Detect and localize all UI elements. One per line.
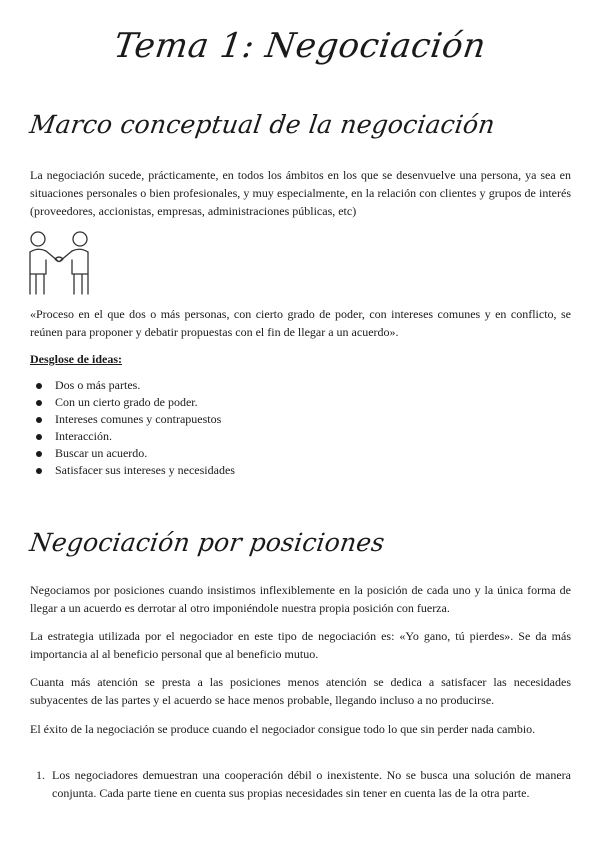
definition-quote: «Proceso en el que dos o más personas, con cierto grado de poder, con intereses comunes y en conflicto, se reúnen para proponer y debatir propuestas con el fin de llegar a un acuerdo». [30, 307, 571, 339]
list-item: Satisfacer sus intereses y necesidades [30, 462, 235, 479]
ideas-list [30, 377, 235, 479]
list-item: Buscar un acuerdo. [30, 445, 235, 462]
section-heading-posiciones: Negociación por posiciones [27, 528, 387, 557]
list-item: Con un cierto grado de poder. [30, 394, 235, 411]
ideas-heading: Desglose de ideas: [30, 352, 122, 366]
bullet-icon [36, 400, 42, 406]
bullet-icon [36, 468, 42, 474]
paragraph: Cuanta más atención se presta a las posiciones menos atención se dedica a satisfacer las necesidades subyacentes de las partes y el acuerdo se hace menos probable, llegando incluso a no producirse. [30, 675, 571, 707]
numbered-list-item [30, 766, 571, 802]
intro-paragraph: La negociación sucede, prácticamente, en todos los ámbitos en los que se desenvuelve una persona, ya sea en situaciones personales o bien profesionales, y muy especialmente, en la relación con clientes y grupos de interés (proveedores, accionistas, empresas, administraciones públicas, etc) [30, 168, 571, 218]
bullet-icon [36, 434, 42, 440]
paragraph: El éxito de la negociación se produce cuando el negociador consigue todo lo que sin perder nada cambio. [30, 722, 536, 736]
bullet-icon [36, 451, 42, 457]
bullet-icon [36, 417, 42, 423]
section-heading-marco: Marco conceptual de la negociación [27, 110, 497, 139]
paragraph: Negociamos por posiciones cuando insistimos inflexiblemente en la posición de cada uno y la única forma de llegar a un acuerdo es derrotar al otro imponiéndole nuestra propia posición con fuerza. [30, 583, 571, 615]
list-item: Intereses comunes y contrapuestos [30, 411, 235, 428]
list-item-text: Los negociadores demuestran una cooperación débil o inexistente. No se busca una solución de manera conjunta. Cada parte tiene en cuenta sus propias necesidades sin tener en cuenta las de la otra parte. [52, 768, 571, 800]
handshake-icon [24, 230, 94, 296]
page-title: Tema 1: Negociación [111, 26, 489, 66]
list-number: 1. [36, 768, 45, 782]
paragraph: La estrategia utilizada por el negociador en este tipo de negociación es: «Yo gano, tú pierdes». Se da más importancia al al beneficio personal que al beneficio mutuo. [30, 629, 571, 661]
bullet-icon [36, 383, 42, 389]
list-item: Dos o más partes. [30, 377, 235, 394]
list-item: Interacción. [30, 428, 235, 445]
